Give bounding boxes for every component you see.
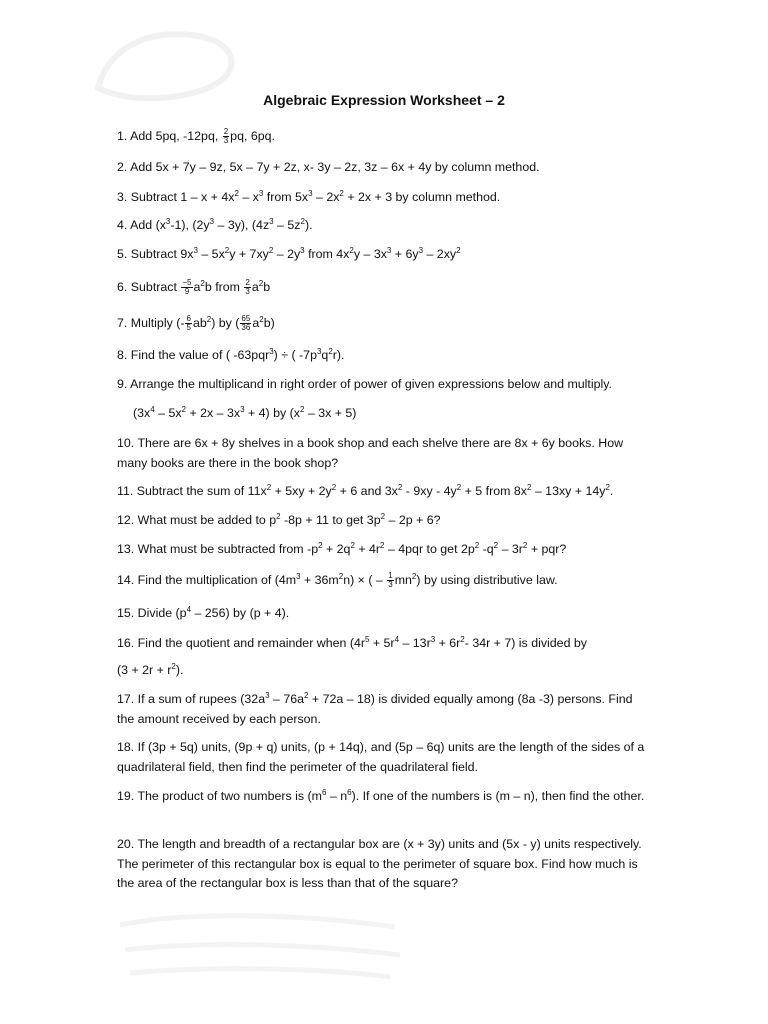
question-text: a [252, 316, 260, 330]
exponent: 2 [456, 483, 462, 492]
question-text: – 13r [399, 636, 431, 650]
question-9: 9. Arrange the multiplicand in right order of power of given expressions below and multiply. [117, 377, 612, 391]
exponent: 2 [234, 189, 239, 198]
question-text: + 2x – 3x [186, 406, 241, 420]
question-16-divisor [117, 661, 652, 681]
question-text: + 5xy + 2y [271, 484, 332, 498]
question-text: – x [238, 190, 259, 204]
exponent: 2 [304, 691, 309, 700]
question-text: a [193, 280, 201, 294]
fraction-numerator: 2 [245, 278, 250, 288]
question-text: pq, 6pq. [230, 129, 275, 143]
question-text: + 2q [322, 542, 351, 556]
fraction [244, 279, 250, 296]
exponent: 2 [460, 635, 465, 644]
question-text: – 3y), (4z [214, 218, 270, 232]
exponent: 2 [339, 189, 344, 198]
question-text: a [251, 280, 259, 294]
exponent: 2 [258, 279, 264, 288]
exponent: 2 [474, 541, 480, 550]
exponent: 2 [349, 246, 354, 255]
question-text: + pqr? [527, 542, 567, 556]
question-text: from 4x [304, 247, 350, 261]
question-text: (3 + 2r + r [117, 663, 172, 677]
exponent: 3 [300, 246, 305, 255]
exponent: 4 [186, 605, 192, 614]
question-text: 15. Divide (p [117, 606, 187, 620]
question-14 [117, 571, 652, 591]
exponent: 3 [316, 347, 322, 356]
question-text: mn [394, 573, 412, 587]
fraction-numerator: 1 [388, 571, 393, 581]
question-18: 18. If (3p + 5q) units, (9p + q) units, (p + 14q), and (5p – 6q) units are the length of the sides of a quadrilateral field, then find the perimeter of the quadrilateral field. [117, 740, 645, 774]
exponent: 2 [380, 541, 385, 550]
exponent: 3 [165, 217, 171, 226]
exponent: 2 [224, 246, 230, 255]
question-text: - 9xy - 4y [402, 484, 457, 498]
fraction-denominator: 3 [223, 136, 229, 146]
question-4 [117, 216, 652, 236]
question-text: ). If one of the numbers is (m – n), then find the other. [351, 789, 645, 803]
worksheet-title: Algebraic Expression Worksheet – 2 [263, 92, 505, 108]
question-text: b [263, 280, 271, 294]
fraction-denominator: 3 [245, 287, 250, 297]
exponent: 3 [430, 635, 436, 644]
question-10: 10. There are 6x + 8y shelves in a book shop and each shelve there are 8x + 6y books. How many books are there in the book shop? [117, 436, 624, 470]
question-text: ab [192, 316, 207, 330]
fraction-numerator: 6 [186, 314, 191, 324]
question-text: + 4r [354, 542, 381, 556]
exponent: 6 [322, 788, 327, 797]
exponent: 3 [386, 246, 392, 255]
question-text: – 3x + 5) [304, 406, 357, 420]
question-text: 11. Subtract the sum of 11x [117, 484, 267, 498]
question-text: 4. Add (x [117, 218, 166, 232]
question-text: y – 3x [353, 247, 387, 261]
question-17 [117, 690, 652, 729]
fraction-numerator: −5 [182, 278, 192, 288]
exponent: 2 [171, 662, 176, 671]
question-text: ). [304, 218, 313, 232]
exponent: 2 [411, 572, 417, 581]
question-text: ) by ( [211, 316, 240, 330]
question-text: 7. Multiply (- [117, 316, 185, 330]
question-text: – 2x [312, 190, 340, 204]
question-text: – 5x [154, 406, 182, 420]
question-text: n) × ( – [343, 573, 387, 587]
fraction [387, 572, 393, 589]
question-text: + 6r [435, 636, 461, 650]
exponent: 2 [318, 541, 323, 550]
question-text: (3x [133, 406, 151, 420]
question-text: 19. The product of two numbers is (m [117, 789, 322, 803]
question-text: 16. Find the quotient and remainder when (4r [117, 636, 365, 650]
fraction [185, 315, 191, 332]
exponent: 2 [605, 483, 610, 492]
exponent: 2 [181, 405, 186, 414]
question-3 [117, 188, 652, 208]
question-text: - 34r + 7) is divided by [464, 636, 587, 650]
question-text: + 36m [300, 573, 339, 587]
exponent: 2 [300, 217, 305, 226]
question-text: 8. Find the value of ( -63pqr [117, 348, 270, 362]
question-text: -1), (2y [170, 218, 210, 232]
question-text: 17. If a sum of rupees (32a [117, 692, 266, 706]
question-text: ). [175, 663, 184, 677]
question-9-expression [133, 404, 668, 424]
exponent: 2 [338, 572, 344, 581]
exponent: 2 [206, 315, 212, 324]
question-text: + 2x + 3 by column method. [343, 190, 501, 204]
fraction [223, 128, 229, 145]
fraction-denominator: 5 [186, 323, 191, 333]
question-text: – 5x [197, 247, 225, 261]
fraction [181, 279, 192, 296]
fraction-denominator: 9 [184, 287, 190, 297]
question-text: + 4) by (x [244, 406, 300, 420]
exponent: 3 [240, 405, 245, 414]
question-text: 13. What must be subtracted from -p [117, 542, 319, 556]
exponent: 2 [331, 483, 337, 492]
question-text: + 6 and 3x [336, 484, 398, 498]
exponent: 3 [308, 189, 313, 198]
question-text: – n [326, 789, 348, 803]
question-text: q [321, 348, 329, 362]
exponent: 2 [328, 347, 333, 356]
question-text: + 5 from 8x [461, 484, 527, 498]
exponent: 3 [296, 572, 301, 581]
question-text: – 76a [269, 692, 304, 706]
exponent: 5 [364, 635, 370, 644]
exponent: 2 [456, 246, 461, 255]
exponent: 3 [269, 347, 274, 356]
question-text: -8p + 11 to get 3p [280, 513, 381, 527]
question-text: – 2p + 6? [385, 513, 441, 527]
question-11 [117, 482, 652, 502]
exponent: 2 [268, 246, 274, 255]
question-5 [117, 245, 652, 265]
question-text: ) by using distributive law. [416, 573, 558, 587]
question-12 [117, 511, 652, 531]
exponent: 3 [418, 246, 424, 255]
question-15 [117, 604, 652, 624]
exponent: 2 [200, 279, 205, 288]
question-13 [117, 540, 652, 560]
question-text: from 5x [263, 190, 309, 204]
question-text: b) [263, 316, 275, 330]
question-text: b from [204, 280, 244, 294]
exponent: 6 [347, 788, 352, 797]
question-text: y + 7xy [229, 247, 269, 261]
watermark-smudge-bottom [110, 905, 410, 985]
question-text: – 3r [498, 542, 523, 556]
question-20: 20. The length and breadth of a rectangular box are (x + 3y) units and (5x - y) units respectively. The perimeter of this rectangular box is equal to the perimeter of square box. Find how much is the area of the rectangular box is less than that of the square? [117, 837, 642, 890]
exponent: 2 [397, 483, 403, 492]
question-text: + 5r [369, 636, 395, 650]
question-text: – 13xy + 14y [531, 484, 606, 498]
question-text: 6. Subtract [117, 280, 181, 294]
question-text: + 72a – 18) is divided equally among (8a -3) persons. Find the amount received by each person. [117, 692, 633, 726]
question-text: 12. What must be added to p [117, 513, 277, 527]
question-19 [117, 787, 652, 807]
question-2: 2. Add 5x + 7y – 9z, 5x – 7y + 2z, x- 3y – 2z, 3z – 6x + 4y by column method. [117, 160, 540, 174]
exponent: 3 [265, 691, 270, 700]
question-text: – 2xy [423, 247, 457, 261]
question-16 [117, 634, 652, 654]
question-7 [117, 314, 652, 334]
fraction-denominator: 36 [241, 323, 251, 333]
exponent: 4 [394, 635, 400, 644]
fraction [240, 315, 251, 332]
exponent: 3 [269, 217, 274, 226]
fraction-denominator: 3 [388, 580, 393, 590]
exponent: 3 [258, 189, 264, 198]
fraction-numerator: 65 [241, 314, 251, 324]
question-6 [117, 278, 652, 298]
question-text: -q [479, 542, 494, 556]
question-text: – 256) by (p + 4). [191, 606, 290, 620]
exponent: 2 [526, 483, 532, 492]
exponent: 2 [299, 405, 305, 414]
question-text: 14. Find the multiplication of (4m [117, 573, 297, 587]
exponent: 2 [380, 512, 386, 521]
exponent: 2 [259, 315, 264, 324]
question-text: 1. Add 5pq, -12pq, [117, 129, 222, 143]
question-text: r). [332, 348, 345, 362]
exponent: 2 [522, 541, 528, 550]
exponent: 2 [493, 541, 499, 550]
exponent: 2 [276, 512, 281, 521]
exponent: 2 [266, 483, 272, 492]
question-text: – 2y [273, 247, 301, 261]
question-text: – 4pqr to get 2p [384, 542, 475, 556]
exponent: 3 [209, 217, 215, 226]
question-text: 5. Subtract 9x [117, 247, 194, 261]
fraction-numerator: 2 [223, 127, 229, 137]
exponent: 3 [193, 246, 198, 255]
question-text: – 5z [273, 218, 301, 232]
question-text: + 6y [391, 247, 419, 261]
question-text: ) ÷ ( -7p [273, 348, 317, 362]
question-8 [117, 346, 652, 366]
exponent: 4 [150, 405, 155, 414]
question-text: 3. Subtract 1 – x + 4x [117, 190, 235, 204]
question-text: . [609, 484, 614, 498]
exponent: 2 [350, 541, 355, 550]
question-1 [117, 127, 652, 147]
